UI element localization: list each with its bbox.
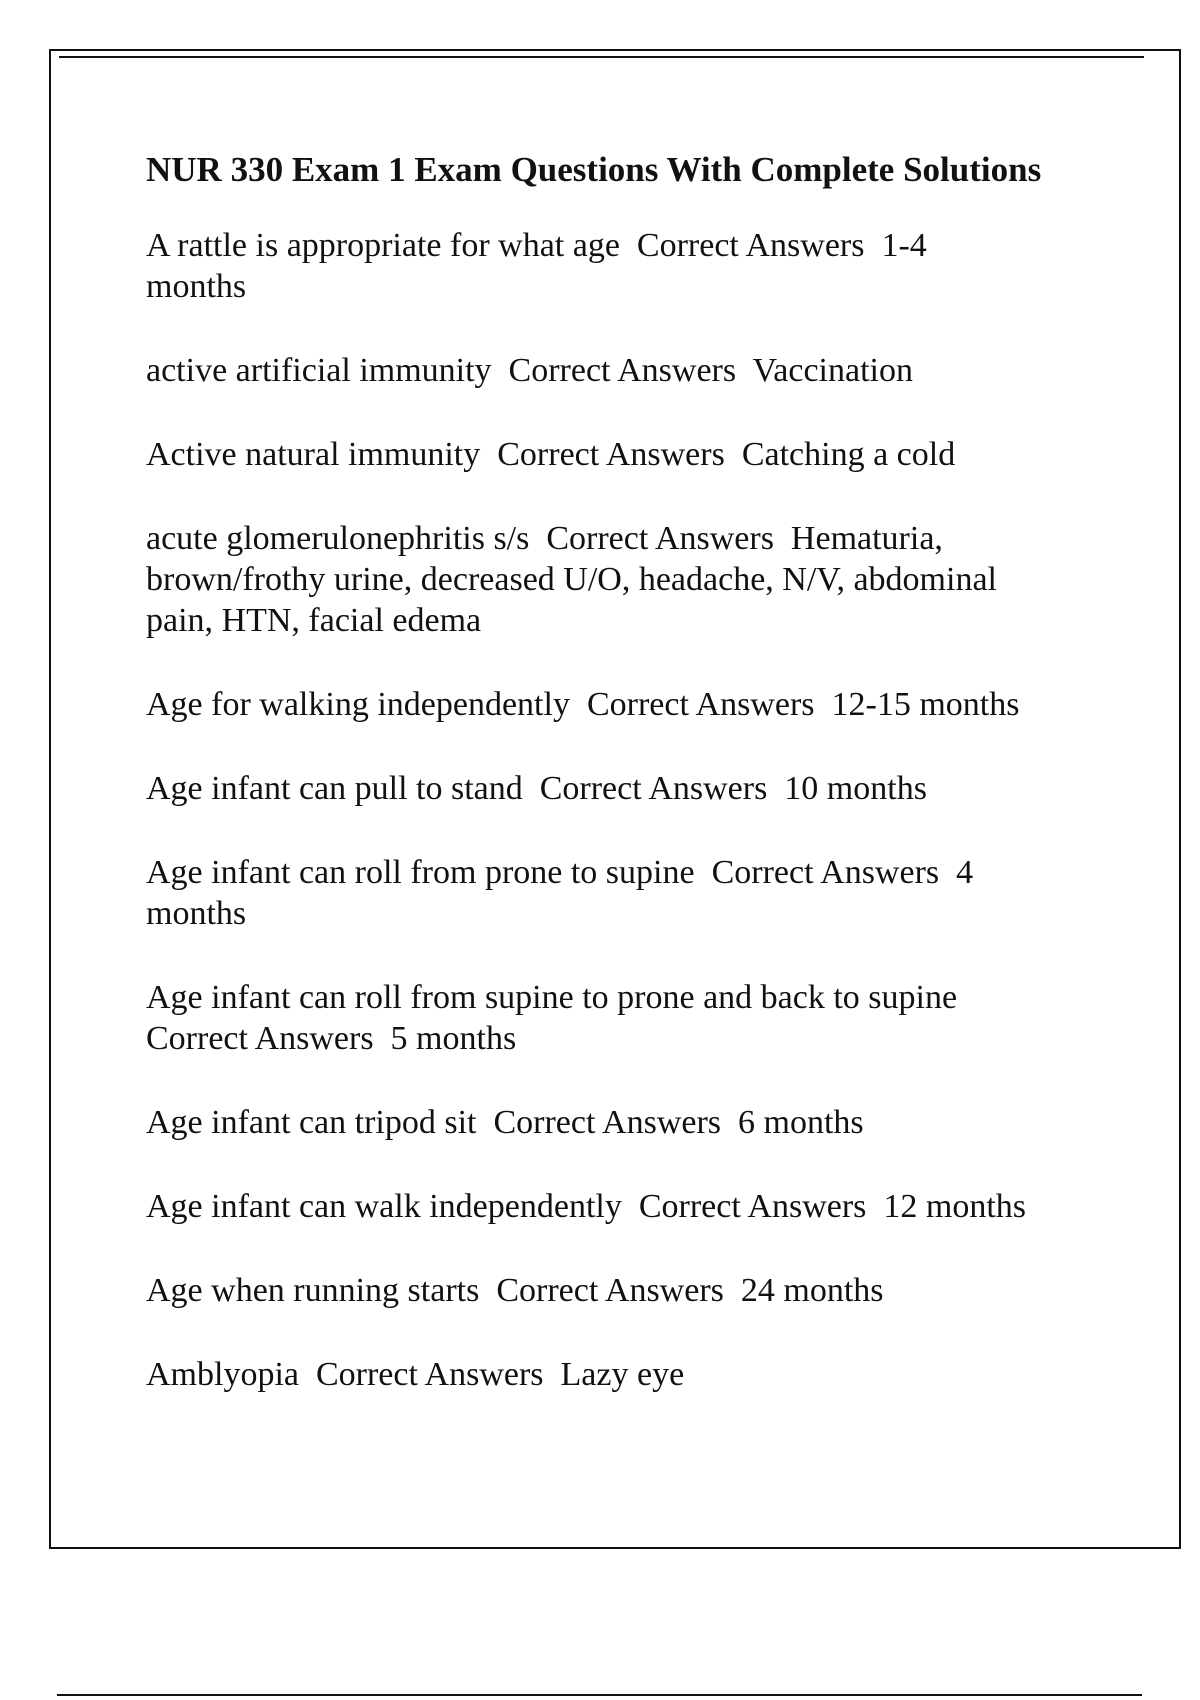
qa-item: Age infant can tripod sit Correct Answers 6 months xyxy=(146,1104,864,1141)
top-rule xyxy=(59,56,1144,58)
qa-item: Amblyopia Correct Answers Lazy eye xyxy=(146,1356,685,1393)
document-body xyxy=(146,149,1146,1438)
qa-item: acute glomerulonephritis s/s Correct Answers Hematuria, brown/frothy urine, decreased U/O, headache, N/V, abdominal pain, HTN, facial edema xyxy=(146,520,997,639)
document-title: NUR 330 Exam 1 Exam Questions With Complete Solutions xyxy=(146,150,1042,189)
bottom-rule xyxy=(57,1694,1142,1696)
qa-item: Age for walking independently Correct Answers 12-15 months xyxy=(146,686,1020,723)
qa-item: A rattle is appropriate for what age Correct Answers 1-4 months xyxy=(146,227,927,305)
qa-item: Age infant can walk independently Correct Answers 12 months xyxy=(146,1188,1027,1225)
qa-item: Active natural immunity Correct Answers Catching a cold xyxy=(146,436,956,473)
qa-list xyxy=(146,225,1146,1395)
page-border xyxy=(49,49,1181,1549)
qa-item: active artificial immunity Correct Answers Vaccination xyxy=(146,352,913,389)
qa-item: Age when running starts Correct Answers 24 months xyxy=(146,1272,884,1309)
qa-item: Age infant can roll from supine to prone and back to supine Correct Answers 5 months xyxy=(146,979,958,1057)
qa-item: Age infant can roll from prone to supine Correct Answers 4 months xyxy=(146,854,974,932)
qa-item: Age infant can pull to stand Correct Answers 10 months xyxy=(146,770,927,807)
